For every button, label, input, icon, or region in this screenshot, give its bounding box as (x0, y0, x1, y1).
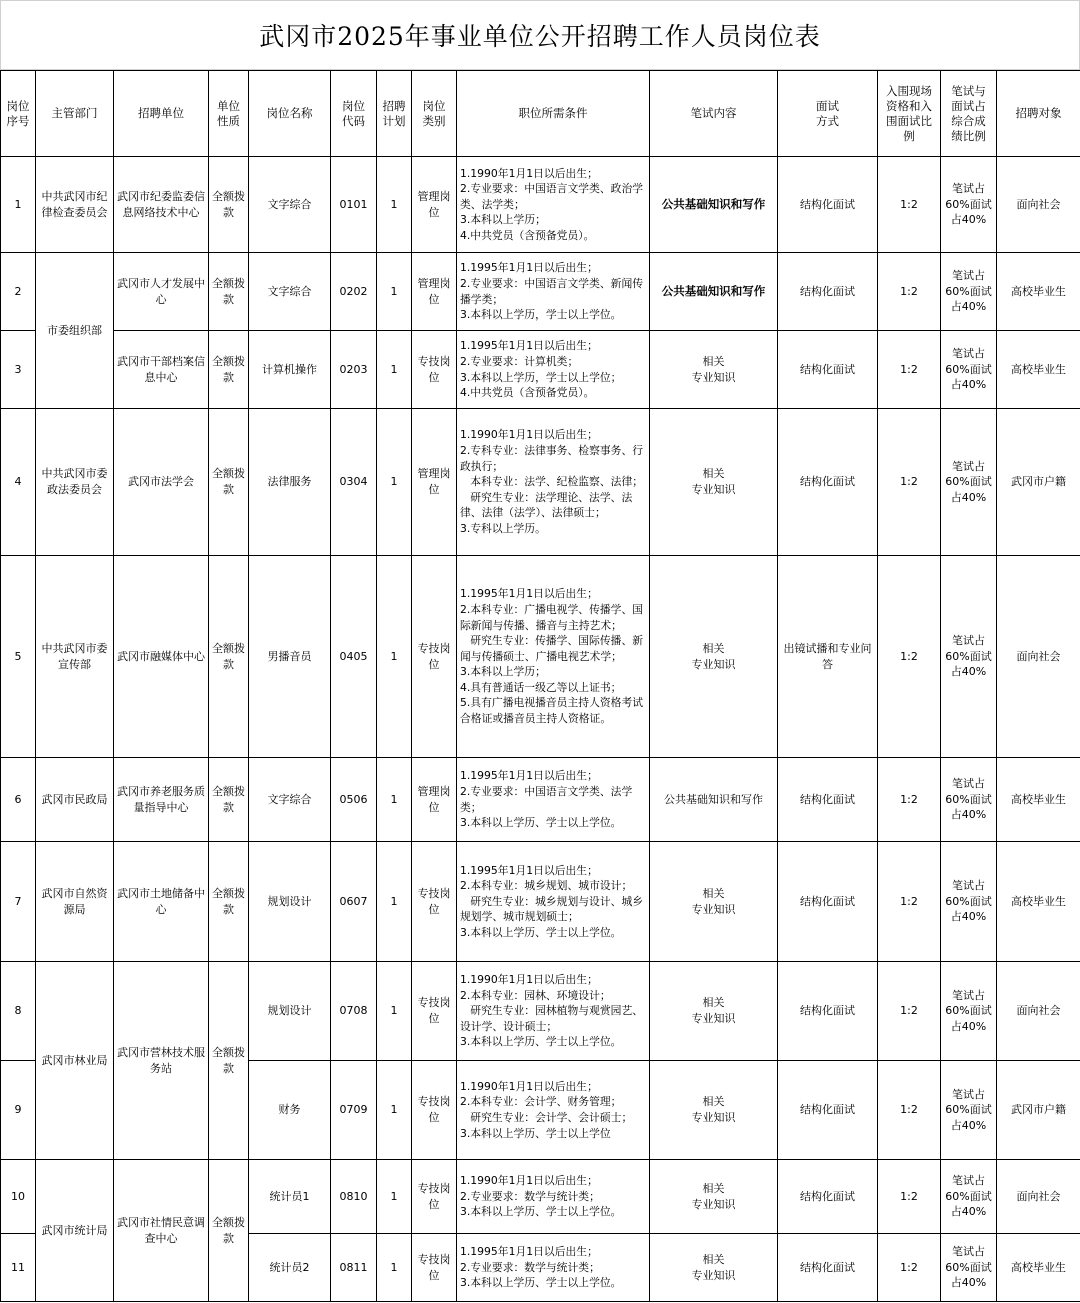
hiring-unit: 武冈市人才发展中心 (114, 253, 209, 331)
written-exam: 相关 专业知识 (650, 1234, 778, 1302)
written-exam: 公共基础知识和写作 (650, 253, 778, 331)
department: 中共武冈市纪律检查委员会 (36, 157, 114, 253)
hiring-target: 高校毕业生 (997, 253, 1080, 331)
post-name: 财务 (249, 1061, 331, 1160)
requirements: 1.1995年1月1日以后出生； 2.专业要求：中国语言文学类、新闻传播学类； 3.本科以上学历，学士以上学位。 (457, 253, 650, 331)
interview-ratio: 1:2 (878, 331, 941, 409)
hiring-target: 面向社会 (997, 556, 1080, 758)
table-row (1, 556, 1080, 758)
post-category: 专技岗位 (412, 331, 457, 409)
header-cell: 面试 方式 (778, 71, 878, 157)
hiring-unit: 武冈市干部档案信息中心 (114, 331, 209, 409)
interview-method: 结构化面试 (778, 409, 878, 556)
post-number: 6 (1, 758, 36, 842)
hiring-unit: 武冈市融媒体中心 (114, 556, 209, 758)
interview-method: 结构化面试 (778, 331, 878, 409)
department: 中共武冈市委政法委员会 (36, 409, 114, 556)
department: 武冈市自然资源局 (36, 842, 114, 962)
post-category: 管理岗位 (412, 157, 457, 253)
table-row (1, 409, 1080, 556)
table-row (1, 1160, 1080, 1234)
hiring-plan: 1 (377, 1061, 412, 1160)
post-code: 0708 (331, 962, 377, 1061)
post-number: 5 (1, 556, 36, 758)
header-cell: 岗位 代码 (331, 71, 377, 157)
written-exam: 相关 专业知识 (650, 962, 778, 1061)
interview-method: 结构化面试 (778, 1160, 878, 1234)
post-name: 男播音员 (249, 556, 331, 758)
header-cell: 笔试与 面试占 综合成 绩比例 (941, 71, 997, 157)
written-exam: 相关 专业知识 (650, 842, 778, 962)
post-name: 法律服务 (249, 409, 331, 556)
hiring-target: 武冈市户籍 (997, 1061, 1080, 1160)
header-cell: 入围现场 资格和入 围面试比 例 (878, 71, 941, 157)
hiring-target: 高校毕业生 (997, 842, 1080, 962)
requirements: 1.1995年1月1日以后出生； 2.本科专业：广播电视学、传播学、国际新闻与传播、播音与主持艺术； 研究生专业：传播学、国际传播、新闻与传播硕士、广播电视艺术学； 3.本科以上学历； 4.具有普通话一级乙等以上证书； 5.具有广播电视播音员主持人资格考试合格证或播音员主持人资格证。 (457, 556, 650, 758)
unit-nature: 全额拨款 (209, 1160, 249, 1302)
requirements: 1.1990年1月1日以后出生； 2.本科专业：园林、环境设计； 研究生专业：园林植物与观赏园艺、设计学、设计硕士； 3.本科以上学历、学士以上学位。 (457, 962, 650, 1061)
unit-nature: 全额拨款 (209, 253, 249, 331)
score-weight: 笔试占60%面试占40% (941, 758, 997, 842)
post-code: 0506 (331, 758, 377, 842)
post-name: 文字综合 (249, 157, 331, 253)
post-name: 计算机操作 (249, 331, 331, 409)
unit-nature: 全额拨款 (209, 842, 249, 962)
post-code: 0101 (331, 157, 377, 253)
written-exam: 相关 专业知识 (650, 331, 778, 409)
requirements: 1.1995年1月1日以后出生； 2.本科专业：城乡规划、城市设计； 研究生专业：城乡规划与设计、城乡规划学、城市规划硕士； 3.本科以上学历、学士以上学位。 (457, 842, 650, 962)
interview-method: 结构化面试 (778, 253, 878, 331)
requirements: 1.1990年1月1日以后出生； 2.专业要求：数学与统计类； 3.本科以上学历、学士以上学位。 (457, 1160, 650, 1234)
department: 武冈市民政局 (36, 758, 114, 842)
post-name: 统计员1 (249, 1160, 331, 1234)
post-name: 文字综合 (249, 758, 331, 842)
interview-ratio: 1:2 (878, 1160, 941, 1234)
post-category: 专技岗位 (412, 556, 457, 758)
hiring-unit: 武冈市纪委监委信息网络技术中心 (114, 157, 209, 253)
hiring-target: 高校毕业生 (997, 331, 1080, 409)
interview-method: 出镜试播和专业问答 (778, 556, 878, 758)
post-category: 管理岗位 (412, 253, 457, 331)
score-weight: 笔试占60%面试占40% (941, 331, 997, 409)
post-category: 专技岗位 (412, 1160, 457, 1234)
interview-ratio: 1:2 (878, 253, 941, 331)
table-row (1, 253, 1080, 331)
interview-ratio: 1:2 (878, 1061, 941, 1160)
hiring-unit: 武冈市社情民意调查中心 (114, 1160, 209, 1302)
unit-nature: 全额拨款 (209, 962, 249, 1160)
hiring-target: 面向社会 (997, 962, 1080, 1061)
header-cell: 单位 性质 (209, 71, 249, 157)
post-code: 0304 (331, 409, 377, 556)
hiring-target: 高校毕业生 (997, 758, 1080, 842)
post-category: 专技岗位 (412, 962, 457, 1061)
post-number: 3 (1, 331, 36, 409)
score-weight: 笔试占60%面试占40% (941, 157, 997, 253)
score-weight: 笔试占60%面试占40% (941, 409, 997, 556)
requirements: 1.1990年1月1日以后出生； 2.专科专业：法律事务、检察事务、行政执行； 本科专业：法学、纪检监察、法律； 研究生专业：法学理论、法学、法律、法律（法学）、法律硕士； 3.专科以上学历。 (457, 409, 650, 556)
post-number: 10 (1, 1160, 36, 1234)
hiring-plan: 1 (377, 1234, 412, 1302)
post-code: 0607 (331, 842, 377, 962)
table-row (1, 962, 1080, 1061)
header-row (1, 71, 1080, 157)
table-row (1, 758, 1080, 842)
interview-ratio: 1:2 (878, 556, 941, 758)
post-category: 专技岗位 (412, 842, 457, 962)
interview-method: 结构化面试 (778, 758, 878, 842)
interview-method: 结构化面试 (778, 1061, 878, 1160)
post-code: 0202 (331, 253, 377, 331)
hiring-unit: 武冈市养老服务质量指导中心 (114, 758, 209, 842)
post-number: 2 (1, 253, 36, 331)
page-title: 武冈市2025年事业单位公开招聘工作人员岗位表 (0, 0, 1080, 70)
hiring-unit: 武冈市营林技术服务站 (114, 962, 209, 1160)
hiring-target: 高校毕业生 (997, 1234, 1080, 1302)
table-row (1, 331, 1080, 409)
header-cell: 职位所需条件 (457, 71, 650, 157)
header-cell: 岗位名称 (249, 71, 331, 157)
post-category: 管理岗位 (412, 409, 457, 556)
requirements: 1.1995年1月1日以后出生； 2.专业要求：计算机类； 3.本科以上学历，学士以上学位； 4.中共党员（含预备党员）。 (457, 331, 650, 409)
hiring-plan: 1 (377, 962, 412, 1061)
interview-ratio: 1:2 (878, 1234, 941, 1302)
written-exam: 相关 专业知识 (650, 409, 778, 556)
header-cell: 招聘对象 (997, 71, 1080, 157)
post-code: 0405 (331, 556, 377, 758)
requirements: 1.1995年1月1日以后出生； 2.专业要求：中国语言文学类、法学类； 3.本科以上学历、学士以上学位。 (457, 758, 650, 842)
post-name: 统计员2 (249, 1234, 331, 1302)
post-number: 9 (1, 1061, 36, 1160)
written-exam: 公共基础知识和写作 (650, 157, 778, 253)
hiring-plan: 1 (377, 157, 412, 253)
unit-nature: 全额拨款 (209, 409, 249, 556)
header-cell: 岗位 序号 (1, 71, 36, 157)
hiring-plan: 1 (377, 556, 412, 758)
post-category: 专技岗位 (412, 1234, 457, 1302)
interview-ratio: 1:2 (878, 962, 941, 1061)
unit-nature: 全额拨款 (209, 331, 249, 409)
unit-nature: 全额拨款 (209, 556, 249, 758)
unit-nature: 全额拨款 (209, 758, 249, 842)
interview-ratio: 1:2 (878, 758, 941, 842)
hiring-target: 武冈市户籍 (997, 409, 1080, 556)
requirements: 1.1990年1月1日以后出生； 2.本科专业：会计学、财务管理； 研究生专业：会计学、会计硕士； 3.本科以上学历、学士以上学位 (457, 1061, 650, 1160)
hiring-plan: 1 (377, 253, 412, 331)
score-weight: 笔试占60%面试占40% (941, 842, 997, 962)
post-number: 1 (1, 157, 36, 253)
post-category: 管理岗位 (412, 758, 457, 842)
post-code: 0810 (331, 1160, 377, 1234)
requirements: 1.1990年1月1日以后出生； 2.专业要求：中国语言文学类、政治学类、法学类； 3.本科以上学历； 4.中共党员（含预备党员）。 (457, 157, 650, 253)
post-name: 规划设计 (249, 962, 331, 1061)
hiring-unit: 武冈市法学会 (114, 409, 209, 556)
written-exam: 相关 专业知识 (650, 556, 778, 758)
table-row (1, 157, 1080, 253)
hiring-plan: 1 (377, 331, 412, 409)
header-cell: 笔试内容 (650, 71, 778, 157)
post-name: 文字综合 (249, 253, 331, 331)
post-code: 0811 (331, 1234, 377, 1302)
post-number: 8 (1, 962, 36, 1061)
score-weight: 笔试占60%面试占40% (941, 1234, 997, 1302)
header-cell: 招聘单位 (114, 71, 209, 157)
hiring-plan: 1 (377, 1160, 412, 1234)
interview-method: 结构化面试 (778, 962, 878, 1061)
interview-method: 结构化面试 (778, 157, 878, 253)
written-exam: 相关 专业知识 (650, 1160, 778, 1234)
department: 武冈市林业局 (36, 962, 114, 1160)
hiring-target: 面向社会 (997, 1160, 1080, 1234)
hiring-target: 面向社会 (997, 157, 1080, 253)
interview-ratio: 1:2 (878, 409, 941, 556)
score-weight: 笔试占60%面试占40% (941, 253, 997, 331)
header-cell: 主管部门 (36, 71, 114, 157)
hiring-plan: 1 (377, 409, 412, 556)
department: 武冈市统计局 (36, 1160, 114, 1302)
table-row (1, 842, 1080, 962)
score-weight: 笔试占60%面试占40% (941, 1160, 997, 1234)
post-number: 11 (1, 1234, 36, 1302)
post-code: 0709 (331, 1061, 377, 1160)
post-number: 4 (1, 409, 36, 556)
score-weight: 笔试占60%面试占40% (941, 962, 997, 1061)
score-weight: 笔试占60%面试占40% (941, 1061, 997, 1160)
score-weight: 笔试占60%面试占40% (941, 556, 997, 758)
post-name: 规划设计 (249, 842, 331, 962)
post-code: 0203 (331, 331, 377, 409)
hiring-plan: 1 (377, 842, 412, 962)
written-exam: 公共基础知识和写作 (650, 758, 778, 842)
requirements: 1.1995年1月1日以后出生； 2.专业要求：数学与统计类； 3.本科以上学历、学士以上学位。 (457, 1234, 650, 1302)
recruitment-table (0, 70, 1080, 1302)
interview-ratio: 1:2 (878, 157, 941, 253)
hiring-plan: 1 (377, 758, 412, 842)
written-exam: 相关 专业知识 (650, 1061, 778, 1160)
interview-method: 结构化面试 (778, 842, 878, 962)
header-cell: 岗位 类别 (412, 71, 457, 157)
unit-nature: 全额拨款 (209, 157, 249, 253)
header-cell: 招聘 计划 (377, 71, 412, 157)
department: 中共武冈市委宣传部 (36, 556, 114, 758)
hiring-unit: 武冈市土地储备中心 (114, 842, 209, 962)
department: 市委组织部 (36, 253, 114, 409)
post-category: 专技岗位 (412, 1061, 457, 1160)
post-number: 7 (1, 842, 36, 962)
interview-ratio: 1:2 (878, 842, 941, 962)
interview-method: 结构化面试 (778, 1234, 878, 1302)
